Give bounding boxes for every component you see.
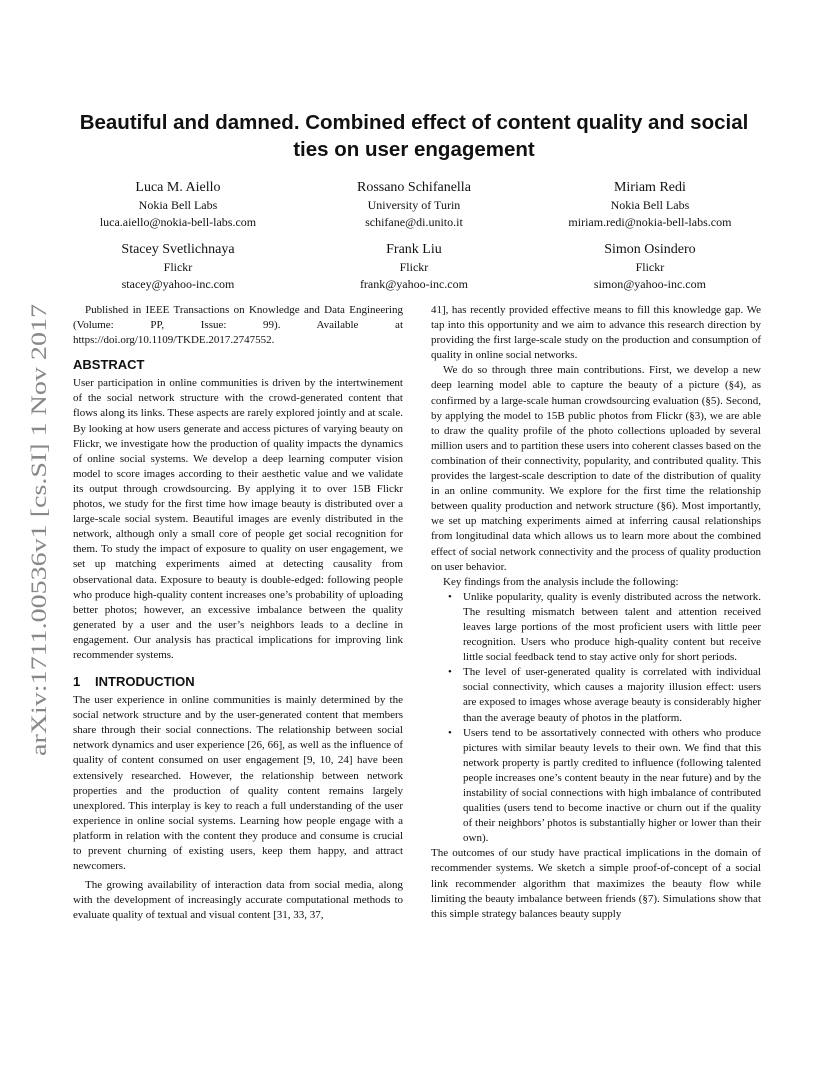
contributions-paragraph: We do so through three main contributions. First, we develop a new deep learning model able to capture the beauty of a picture (§4), as confirmed by a large-scale human crowdsourcing evaluation (§5). Second, by applying the model to 15B public photos from Flickr (§3), we are able to draw the quality profile of the photo collections uploaded by several million users and to partition these users into coherent classes based on the combination of their connectivity, popularity, and contributed quality. This provides the largest-scale description to date of the distribution of quality in an online community. We explore for the first time the relationship between quality production and network structure (§6). Most importantly, we set up matching experiments aimed at inferring causal relationships from longitudinal data which allows us to learn more about the combined effect of social network connectivity and the process of quality production on user behavior. xyxy=(431,364,761,573)
key-findings-list xyxy=(431,590,761,847)
author-block xyxy=(60,240,296,292)
findings-intro: Key findings from the analysis include the following: xyxy=(443,575,679,588)
author-affiliation: Flickr xyxy=(635,260,665,274)
finding-item xyxy=(448,665,761,725)
author-block xyxy=(296,240,532,292)
author-email: miriam.redi@nokia-bell-labs.com xyxy=(568,214,732,229)
abstract-text: User participation in online communities is driven by the intertwinement of the social network structure with the crowd-generated content that flows along its links. These aspects are rarely explored jointly and at scale. By looking at how users generate and access pictures of varying beauty on Flickr, we investigate how the production of quality impacts the dynamics of online social systems. We develop a deep learning computer vision model to score images according to their aesthetic value and we validate its output through crowdsourcing. By applying it to over 15B Flickr photos, we study for the first time how image beauty is distributed over a large-scale social system. Beautiful images are evenly distributed in the network, although only a small core of people get social recognition for them. To study the impact of exposure to quality on user engagement, we set up matching experiments aimed at detecting causality from observational data. Exposure to beauty is double-edged: following people who produce high-quality content increases one’s probability of uploading better photos; however, an excessive imbalance between the quality generated by a user and the user’s neighbors leads to a decline in engagement. Our analysis has practical implications for improving link recommender systems. xyxy=(73,377,403,661)
arxiv-identifier-stamp xyxy=(14,300,56,760)
abstract-heading: ABSTRACT xyxy=(73,357,145,373)
author-name: Miriam Redi xyxy=(613,180,686,195)
author-email: luca.aiello@nokia-bell-labs.com xyxy=(99,214,257,229)
author-block xyxy=(532,178,768,230)
author-block xyxy=(60,178,296,230)
finding-item xyxy=(448,726,761,847)
intro-paragraph-2: The growing availability of interaction data from social media, along with the development of increasingly accurate computational methods to evaluate quality of textual and visual content [31, 33, 37, xyxy=(73,879,403,922)
author-row-2 xyxy=(60,240,768,292)
paper-title: Beautiful and damned. Combined effect of content quality and social ties on user engagement xyxy=(79,111,749,161)
author-name: Simon Osindero xyxy=(604,242,696,257)
author-affiliation: Nokia Bell Labs xyxy=(138,198,218,212)
author-block xyxy=(296,178,532,230)
author-email: stacey@yahoo-inc.com xyxy=(121,276,235,291)
author-affiliation: Flickr xyxy=(399,260,429,274)
finding-text: Unlike popularity, quality is evenly distributed across the network. The resulting mismatch between talent and attention received leaves large portions of the most proficient users with little peer recognition. Users who produce high-quality content but receive little social feedback tend to stay active only for short periods. xyxy=(463,590,761,664)
author-name: Luca M. Aiello xyxy=(135,180,221,195)
intro-paragraph-1: The user experience in online communities is mainly determined by the social network structure and by the user-generated content that members share through their social connections. The relationship between social network dynamics and user experience [26, 66], as well as the influence of quality of content consumed on user engagement [9, 10, 24] have been extensively researched. However, the relationship between network properties and the production of quality content remains largely unexplored. This interplay is key to reach a full understanding of the user experience in online social systems. Learning how people engage with a platform in relation with the content they produce and consume is crucial to prevent churning of existing users, keep them happy, and attract newcomers. xyxy=(73,694,403,873)
section-number: 1 xyxy=(73,674,81,690)
intro-paragraph-3: 41], has recently provided effective means to fill this knowledge gap. We tap into this opportunity and we aim to advance this research direction by providing the first large-scale study on the production and consumption of quality in online social networks. xyxy=(431,304,761,362)
finding-item xyxy=(448,590,761,665)
bullet-icon: • xyxy=(448,590,452,603)
author-name: Stacey Svetlichnaya xyxy=(121,242,235,257)
arxiv-stamp-text: arXiv:1711.00536v1 [cs.SI] 1 Nov 2017 xyxy=(26,401,51,756)
arxiv-stamp-svg xyxy=(14,300,56,760)
author-name: Rossano Schifanella xyxy=(356,180,471,195)
finding-text: The level of user-generated quality is correlated with individual social connectivity, which causes a majority illusion effect: users are exposed to images whose average beauty is considerably higher than the average beauty of photos in the platform. xyxy=(463,666,761,724)
author-name: Frank Liu xyxy=(386,242,442,257)
right-column xyxy=(431,303,761,922)
author-row-1 xyxy=(60,178,768,230)
author-affiliation: Nokia Bell Labs xyxy=(610,198,690,212)
section-title: INTRODUCTION xyxy=(95,674,195,690)
author-affiliation: Flickr xyxy=(163,260,193,274)
author-email: simon@yahoo-inc.com xyxy=(593,276,706,291)
bullet-icon: • xyxy=(448,726,452,739)
author-block xyxy=(532,240,768,292)
author-affiliation: University of Turin xyxy=(367,198,461,212)
finding-text: Users tend to be assortatively connected with others who produce pictures with similar beauty levels to their own. We find that this network property is partly credited to influence (following talented people increases one’s content beauty in the near future) and by the instability of social connections with high imbalance of contributed qualities (users tend to become inactive or churn out if the quality of their neighbors’ photos is substantially higher or lower than their own). xyxy=(463,726,761,845)
outcomes-paragraph: The outcomes of our study have practical implications in the domain of recommender systems. We sketch a simple proof-of-concept of a social link recommender algorithm that maximizes the beauty flow while limiting the beauty imbalance between friends (§7). Simulations show that this simple strategy balances beauty supply xyxy=(431,847,761,920)
author-email: frank@yahoo-inc.com xyxy=(359,276,468,291)
introduction-heading xyxy=(73,673,403,690)
bullet-icon: • xyxy=(448,666,452,679)
publication-note: Published in IEEE Transactions on Knowledge and Data Engineering (Volume: PP, Issue: 99). Available at https://doi.org/10.1109/TKDE.2017.2747552. xyxy=(73,304,403,347)
author-email: schifane@di.unito.it xyxy=(365,214,463,229)
left-column xyxy=(73,303,403,923)
